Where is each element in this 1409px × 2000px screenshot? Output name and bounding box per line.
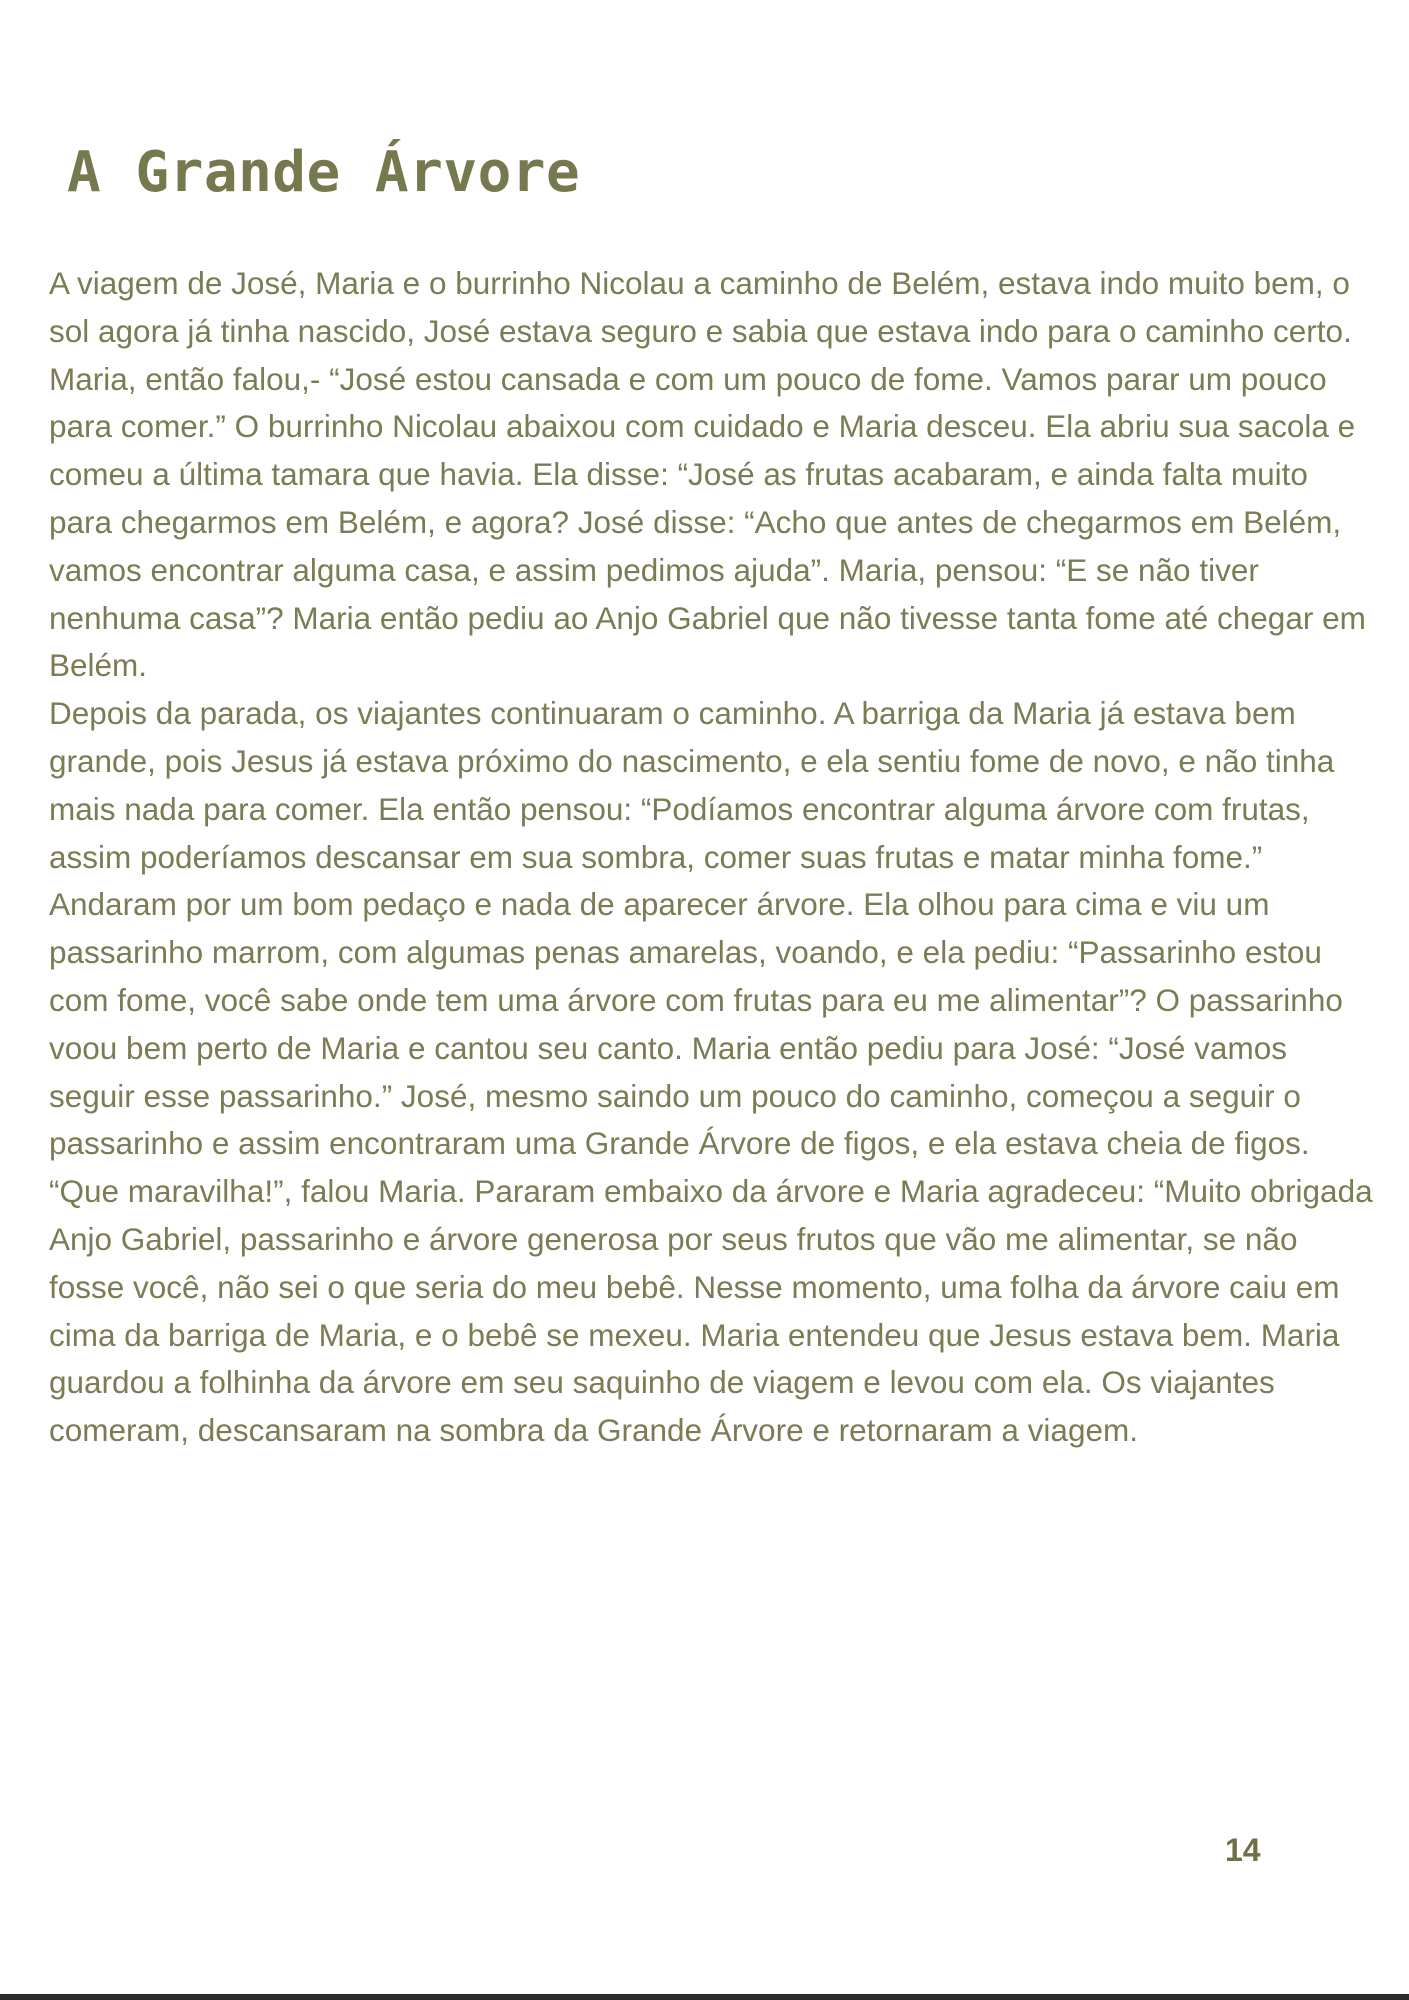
paragraph-2: Depois da parada, os viajantes continuaram o caminho. A barriga da Maria já estava bem grande, pois Jesus já estava próximo do nascimento, e ela sentiu fome de novo, e não tinha mais nada para comer. Ela então pensou: “Podíamos encontrar alguma árvore com frutas, assim poderíamos descansar em sua sombra, comer suas frutas e matar minha fome.” Andaram por um bom pedaço e nada de aparecer árvore. Ela olhou para cima e viu um passarinho marrom, com algumas penas amarelas, voando, e ela pediu: “Passarinho estou com fome, você sabe onde tem uma árvore com frutas para eu me alimentar”? O passarinho voou bem perto de Maria e cantou seu canto. Maria então pediu para José: “José vamos seguir esse passarinho.” José, mesmo saindo um pouco do caminho, começou a seguir o passarinho e assim encontraram uma Grande Árvore de figos, e ela estava cheia de figos. “Que maravilha!”, falou Maria. Pararam embaixo da árvore e Maria agradeceu: “Muito obrigada Anjo Gabriel, passarinho e árvore generosa por seus frutos que vão me alimentar, se não fosse você, não sei o que seria do meu bebê. Nesse momento, uma folha da árvore caiu em cima da barriga de Maria, e o bebê se mexeu. Maria entendeu que Jesus estava bem. Maria guardou a folhinha da árvore em seu saquinho de viagem e levou com ela. Os viajantes comeram, descansaram na sombra da Grande Árvore e retornaram a viagem. bbox=[49, 695, 1373, 1449]
story-text bbox=[49, 260, 1379, 1455]
page-title: A Grande Árvore bbox=[67, 140, 581, 205]
page-number: 14 bbox=[1225, 1832, 1261, 1868]
paragraph-1: A viagem de José, Maria e o burrinho Nicolau a caminho de Belém, estava indo muito bem, o sol agora já tinha nascido, José estava seguro e sabia que estava indo para o caminho certo. Maria, então falou,- “José estou cansada e com um pouco de fome. Vamos parar um pouco para comer.” O burrinho Nicolau abaixou com cuidado e Maria desceu. Ela abriu sua sacola e comeu a última tamara que havia. Ela disse: “José as frutas acabaram, e ainda falta muito para chegarmos em Belém, e agora? José disse: “Acho que antes de chegarmos em Belém, vamos encontrar alguma casa, e assim pedimos ajuda”. Maria, pensou: “E se não tiver nenhuma casa”? Maria então pediu ao Anjo Gabriel que não tivesse tanta fome até chegar em Belém. bbox=[49, 265, 1366, 684]
bottom-border bbox=[0, 1994, 1409, 2000]
